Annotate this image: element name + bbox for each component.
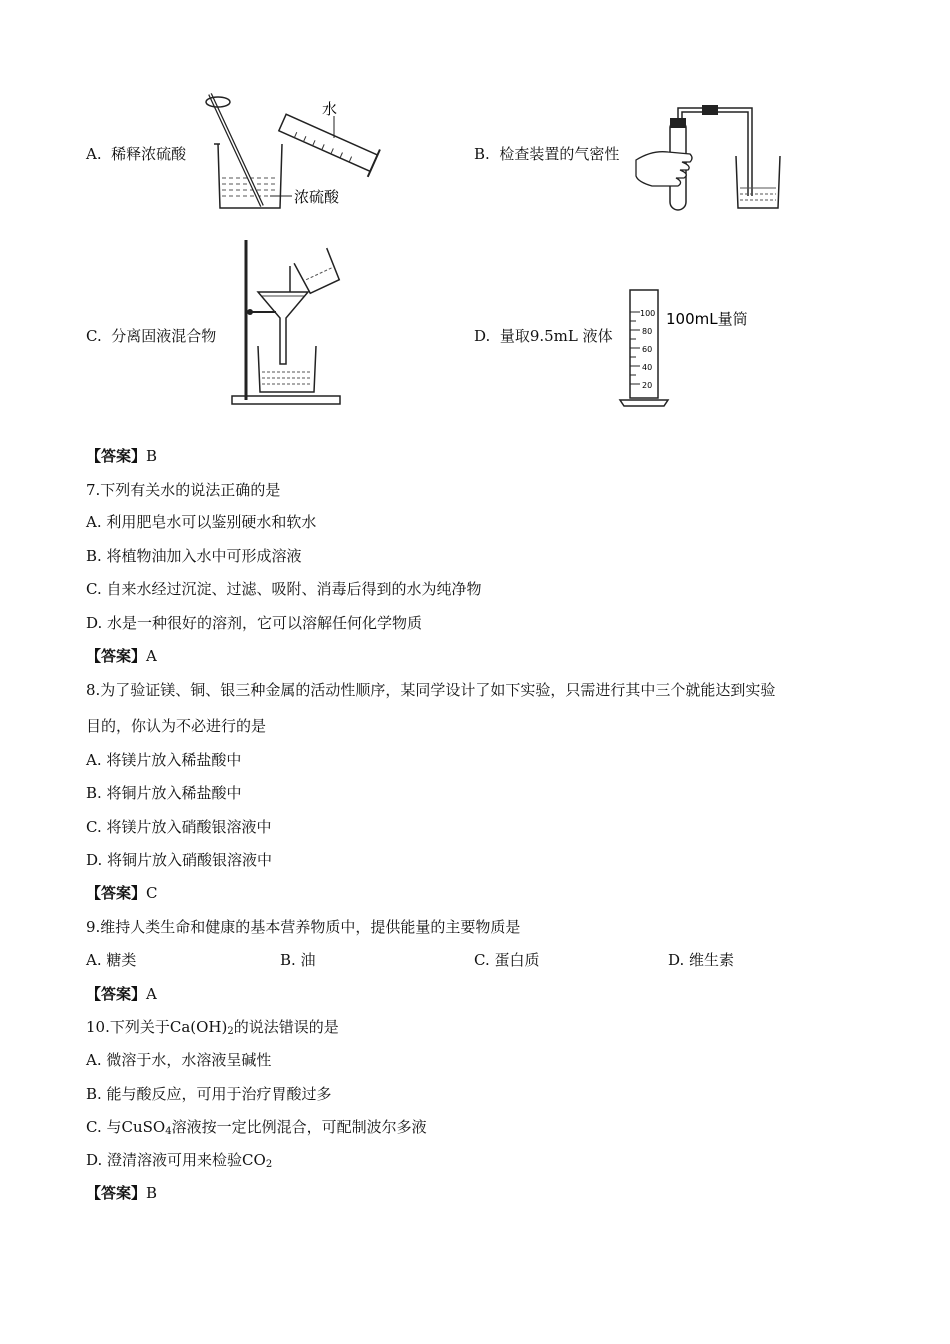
q9-answer: 【答案】A [86,985,157,1003]
tick-40: 40 [642,363,653,372]
q6-answer: 【答案】B [86,447,158,465]
figure-filtration [228,236,348,408]
q10-option-b: B. 能与酸反应，可用于治疗胃酸过多 [86,1085,332,1103]
q7-stem: 7.下列有关水的说法正确的是 [86,481,281,499]
label-water: 水 [322,100,338,118]
q8-option-d: D. 将铜片放入硝酸银溶液中 [86,851,273,869]
q9-option-a: A. 糖类 [86,951,137,969]
q7-option-b: B. 将植物油加入水中可形成溶液 [86,547,302,565]
q6-option-d: D. 量取9.5mL 液体 [474,327,613,345]
q10-option-a: A. 微溶于水，水溶液呈碱性 [86,1051,272,1069]
q7-answer: 【答案】A [86,647,157,665]
q8-option-c: C. 将镁片放入硝酸银溶液中 [86,818,272,836]
q8-stem-line1: 8.为了验证镁、铜、银三种金属的活动性顺序，某同学设计了如下实验，只需进行其中三个就能达到实验 [86,681,776,699]
q7-option-d: D. 水是一种很好的溶剂，它可以溶解任何化学物质 [86,614,423,632]
q10-answer: 【答案】B [86,1184,158,1202]
q6-option-b: B. 检查装置的气密性 [474,145,620,163]
q10-option-c: C. 与CuSO$_4$溶液按一定比例混合，可配制波尔多液 [86,1118,427,1137]
q8-stem-line2: 目的，你认为不必进行的是 [86,717,267,735]
figure-100ml-cylinder [618,286,768,410]
q9-stem: 9.维持人类生命和健康的基本营养物质中，提供能量的主要物质是 [86,918,521,936]
q10-stem: 10.下列关于$Ca(OH)_2$的说法错误的是 [86,1018,339,1037]
tick-100: 100 [640,309,656,318]
label-conc-sulfuric-acid: 浓硫酸 [294,188,340,206]
figure-airtightness-check [632,96,792,214]
q6-option-c: C. 分离固液混合物 [86,327,217,345]
q10-option-d: D. 澄清溶液可用来检验$CO_2$ [86,1151,273,1170]
q8-option-b: B. 将铜片放入稀盐酸中 [86,784,242,802]
label-100ml-cylinder: 100mL量筒 [666,310,748,328]
tick-60: 60 [642,345,653,354]
q9-option-c: C. 蛋白质 [474,951,540,969]
tick-80: 80 [642,327,653,336]
q6-option-a: A. 稀释浓硫酸 [86,145,187,163]
q7-option-a: A. 利用肥皂水可以鉴别硬水和软水 [86,513,317,531]
q8-answer: 【答案】C [86,884,158,902]
q8-option-a: A. 将镁片放入稀盐酸中 [86,751,242,769]
q9-option-b: B. 油 [280,951,316,969]
figure-dilute-sulfuric-acid [198,86,388,216]
q9-option-d: D. 维生素 [668,951,735,969]
tick-20: 20 [642,381,653,390]
q7-option-c: C. 自来水经过沉淀、过滤、吸附、消毒后得到的水为纯净物 [86,580,482,598]
